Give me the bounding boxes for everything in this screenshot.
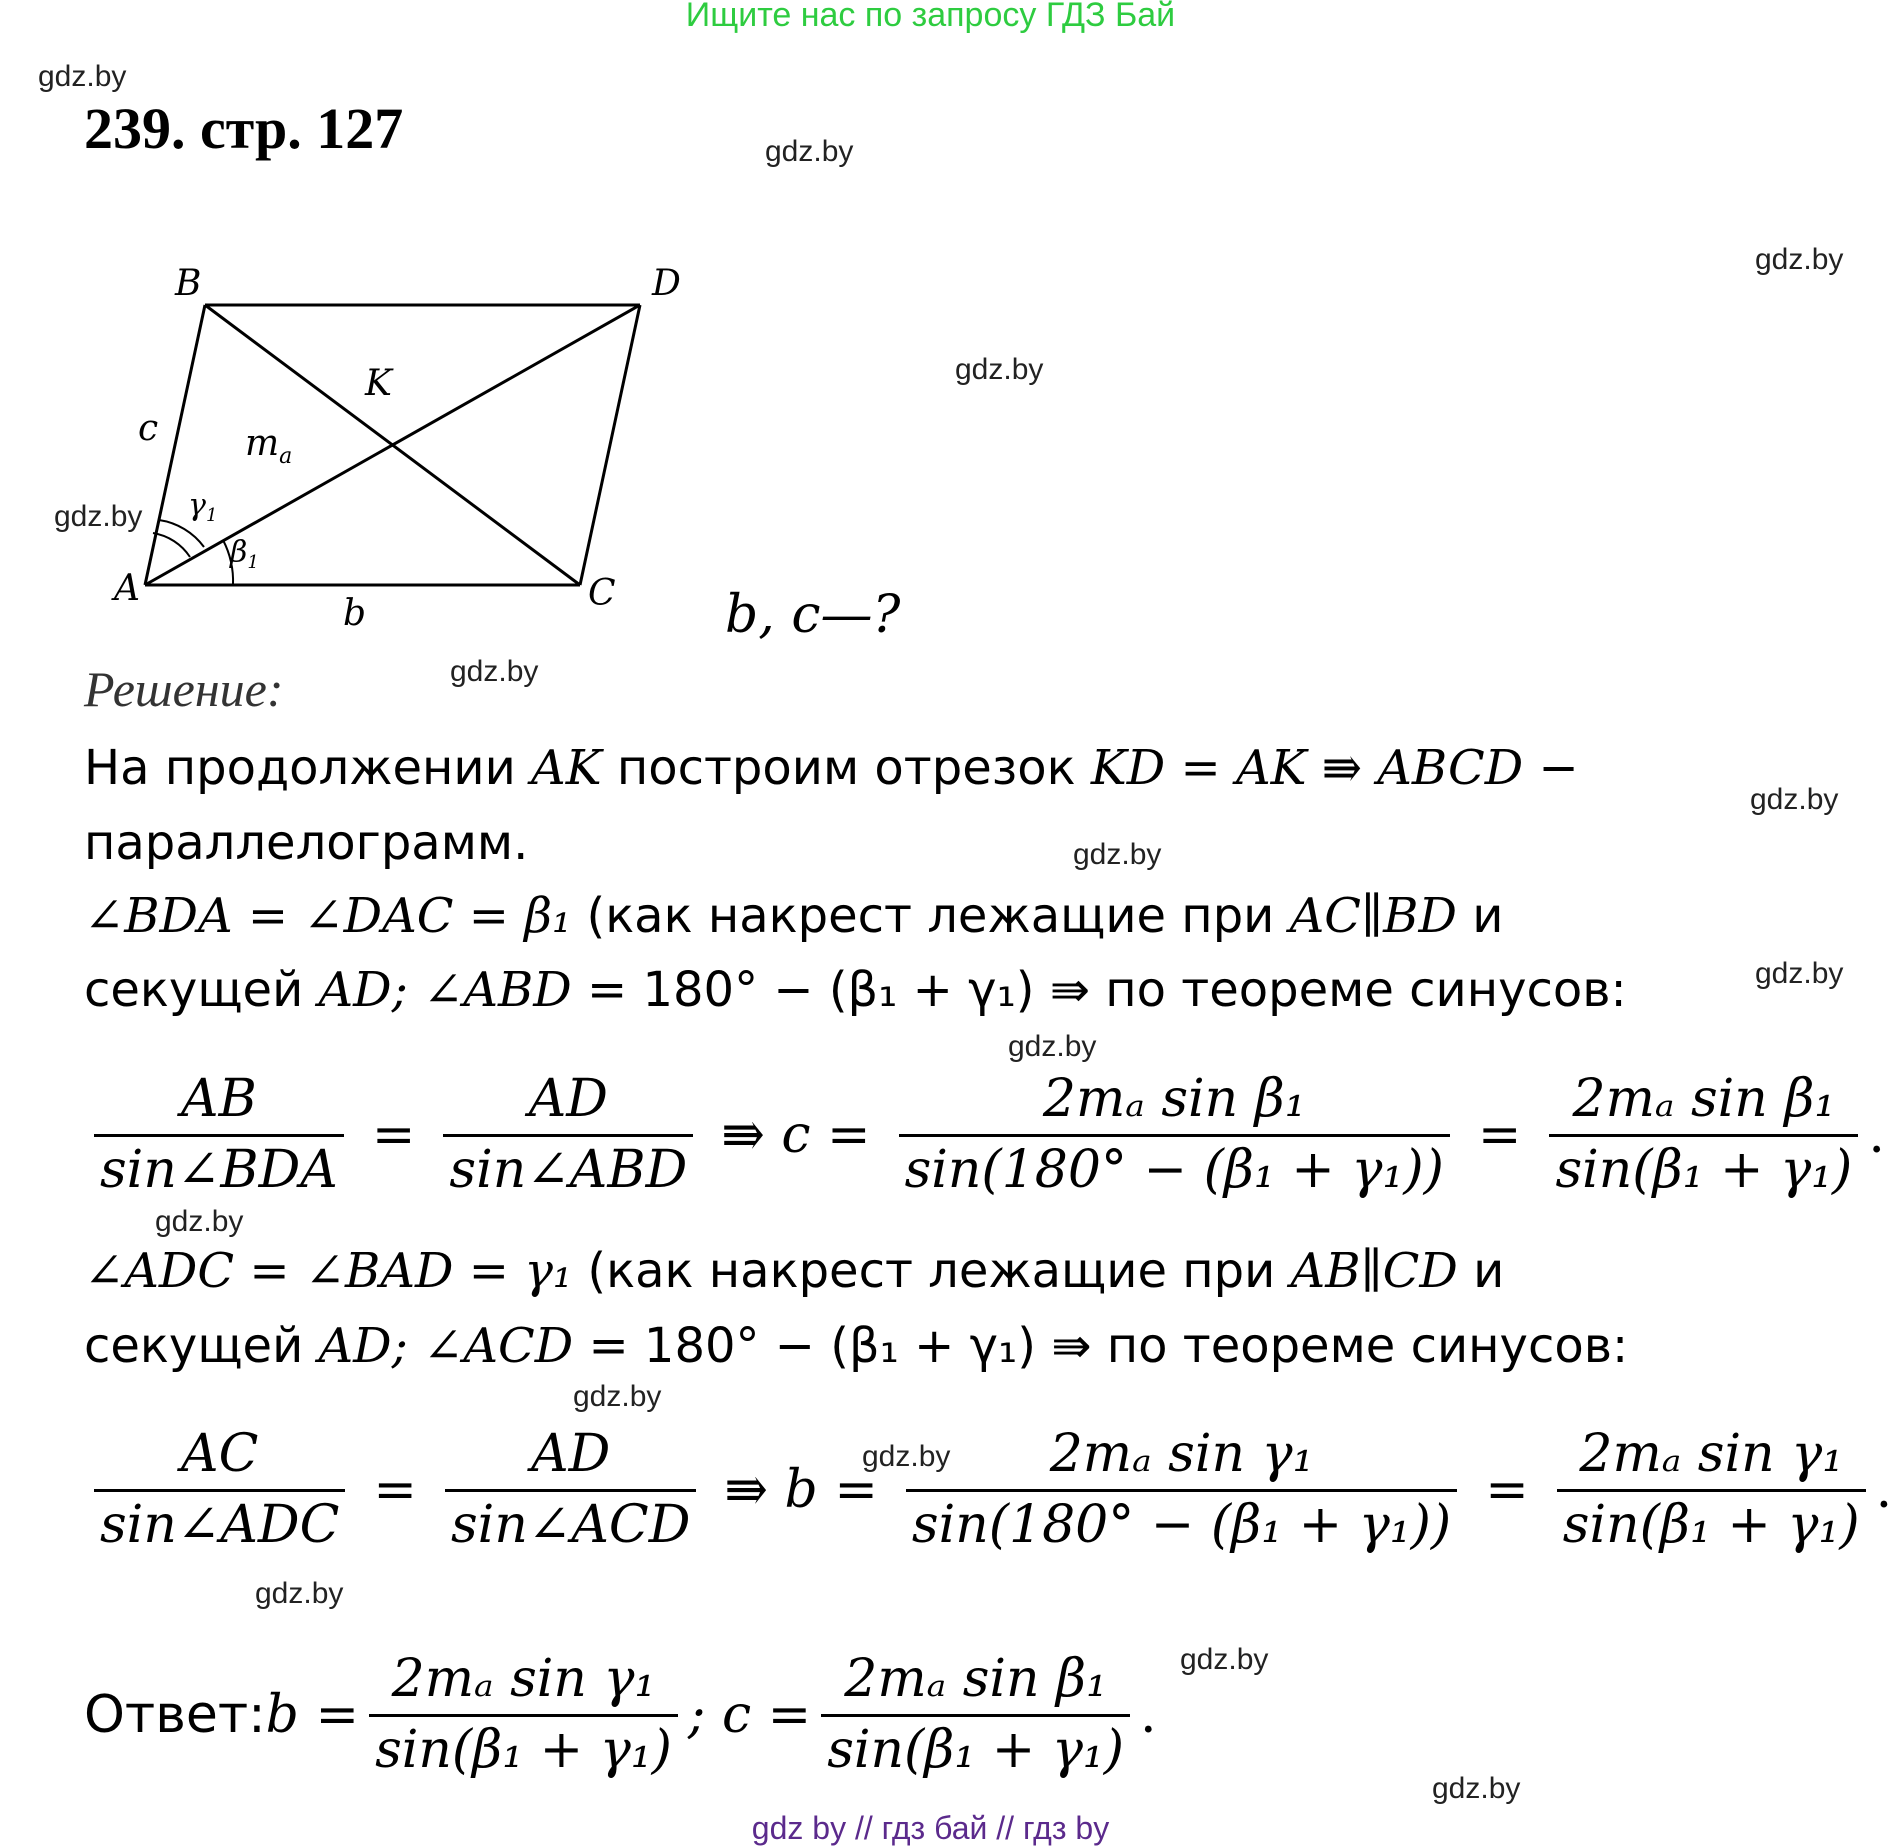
watermark: gdz.by: [1432, 1772, 1521, 1805]
vertex-label-b: B: [175, 263, 202, 304]
solution-label: Решение:: [84, 661, 284, 717]
text-line: ∠ADC = ∠BAD = γ₁ (как накрест лежащие при AB∥CD и: [84, 1243, 1505, 1299]
angle-label: $\beta_1$: [230, 535, 259, 573]
watermark: gdz.by: [1180, 1643, 1269, 1676]
watermark: gdz.by: [862, 1440, 951, 1473]
angle-label: $\gamma_1$: [188, 488, 218, 526]
vertex-label-c: C: [588, 573, 616, 614]
watermark: gdz.by: [1755, 957, 1844, 990]
median-ad: [145, 305, 640, 585]
problem-heading: 239. стр. 127: [84, 96, 404, 161]
watermark: gdz.by: [255, 1577, 344, 1610]
vertex-label-a: A: [114, 568, 140, 609]
top-banner[interactable]: Ищите нас по запросу ГДЗ Бай: [685, 0, 1176, 34]
angle-gamma-arc: [153, 533, 190, 557]
text-line: На продолжении AK построим отрезок KD = AK ⇛ ABCD −: [84, 740, 1579, 796]
angle-gamma-arc: [159, 520, 204, 547]
side-cd: [580, 305, 640, 585]
watermark: gdz.by: [1755, 243, 1844, 276]
watermark: gdz.by: [155, 1205, 244, 1238]
side-label: c: [138, 408, 159, 449]
watermark: gdz.by: [54, 500, 143, 533]
watermark: gdz.by: [955, 353, 1044, 386]
equation-sine-law-c: $\frac{AB}{\text{sin∠BDA}}$ = $\frac{AD}{\text{sin∠ABD}}$ ⇛ c = $\frac{\text{2mₐ sin β₁}}{\text{sin(180° − (β₁ + γ₁))}}$ = $\frac{\text{2mₐ sin β₁}}{\text{sin(β₁ + γ₁)}}$ .: [84, 1040, 1885, 1230]
answer-line: Ответ: b = $\frac{\text{2mₐ sin γ₁}}{\text{sin(β₁ + γ₁)}}$ ; c = $\frac{\text{2mₐ sin β₁}}{\text{sin(β₁ + γ₁)}}$ .: [84, 1648, 1157, 1780]
watermark: gdz.by: [1073, 838, 1162, 871]
parallelogram-figure: [100, 250, 720, 634]
text-line: секущей AD; ∠ACD = 180° − (β₁ + γ₁) ⇛ по теореме синусов:: [84, 1318, 1629, 1374]
watermark: gdz.by: [765, 135, 854, 168]
vertex-label-d: D: [652, 263, 681, 304]
watermark: gdz.by: [1750, 783, 1839, 816]
vertex-label-k: K: [365, 363, 392, 404]
median-label: $m_a$: [245, 423, 293, 469]
watermark: gdz.by: [1008, 1030, 1097, 1063]
text-line: ∠BDA = ∠DAC = β₁ (как накрест лежащие при AC∥BD и: [84, 888, 1504, 944]
text-line: секущей AD; ∠ABD = 180° − (β₁ + γ₁) ⇛ по теореме синусов:: [84, 962, 1627, 1018]
watermark: gdz.by: [573, 1380, 662, 1413]
watermark: gdz.by: [38, 60, 127, 93]
question-text: b, c—?: [725, 585, 901, 645]
side-label: b: [343, 593, 367, 634]
footer-links[interactable]: gdz by // гдз бай // гдз by: [751, 1810, 1110, 1846]
equation-sine-law-b: $\frac{AC}{\text{sin∠ADC}}$ = $\frac{AD}{\text{sin∠ACD}}$ ⇛ b = $\frac{\text{2mₐ sin γ₁}}{\text{sin(180° − (β₁ + γ₁))}}$ = $\frac{\text{2mₐ sin γ₁}}{\text{sin(β₁ + γ₁)}}$ .: [84, 1395, 1892, 1585]
text-line: параллелограмм.: [84, 815, 529, 871]
watermark: gdz.by: [450, 655, 539, 688]
